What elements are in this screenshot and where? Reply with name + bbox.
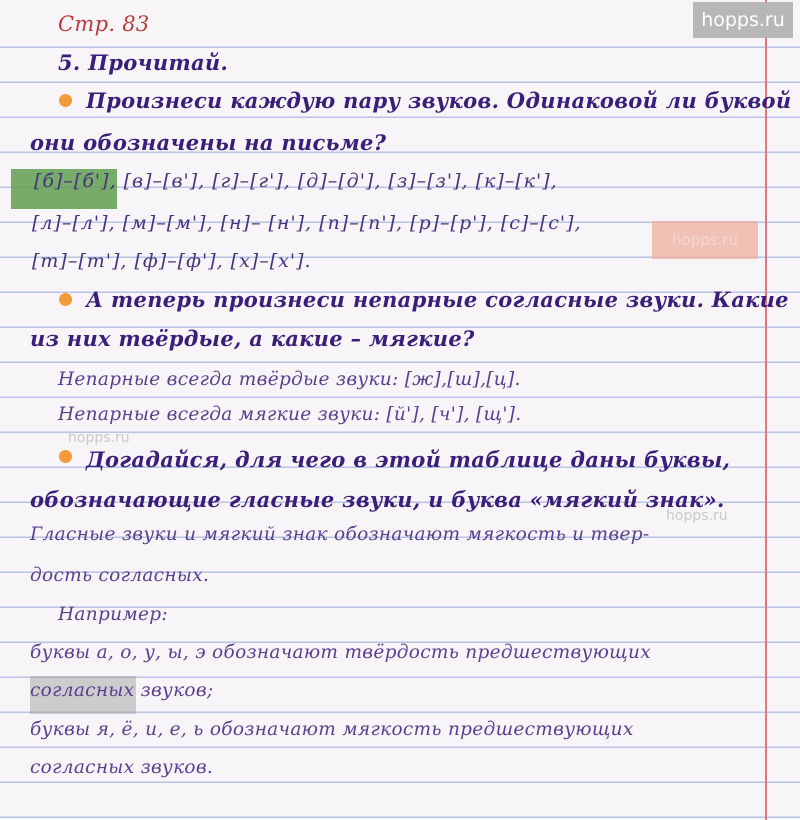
answer-2-line-1: Непарные всегда твёрдые звуки: [ж],[ш],[ц]. <box>58 369 521 390</box>
watermark-faint: hopps.ru <box>666 508 728 524</box>
answer-3-line-4: буквы а, о, у, ы, э обозначают твёрдость предшествующих <box>30 642 651 663</box>
bullet-icon <box>59 94 72 107</box>
answer-3-line-3: Например: <box>58 604 168 625</box>
task-title: 5. Прочитай. <box>58 50 229 75</box>
notebook-margin-line <box>765 0 767 820</box>
question-3-line-1: Догадайся, для чего в этой таблице даны буквы, <box>86 447 731 472</box>
question-1-line-1: Произнеси каждую пару звуков. Одинаковой ли буквой <box>86 88 792 113</box>
answer-3-line-2: дость согласных. <box>30 565 210 586</box>
answer-3-line-1: Гласные звуки и мягкий знак обозначают мягкость и твер- <box>30 524 650 545</box>
question-1-line-2: они обозначены на письме? <box>30 130 387 155</box>
question-3-line-2: обозначающие гласные звуки, и буква «мягкий знак». <box>30 487 725 512</box>
watermark-box-pink: hopps.ru <box>652 221 758 259</box>
answer-3-line-7: согласных звуков. <box>30 757 214 778</box>
question-2-line-2: из них твёрдые, а какие – мягкие? <box>30 326 475 351</box>
answer-3-line-5: согласных звуков; <box>30 680 214 701</box>
sounds-line-2: [л]–[л'], [м]–[м'], [н]– [н'], [п]–[п'], [р]–[р'], [с]–[с'], <box>32 212 582 234</box>
answer-3-line-6: буквы я, ё, и, е, ь обозначают мягкость предшествующих <box>30 719 634 740</box>
bullet-icon <box>59 293 72 306</box>
page-label: Стр. 83 <box>58 12 150 36</box>
sounds-line-3: [т]–[т'], [ф]–[ф'], [х]–[х']. <box>32 250 312 272</box>
bullet-icon <box>59 450 72 463</box>
question-2-line-1: А теперь произнеси непарные согласные звуки. Какие <box>86 287 789 312</box>
answer-2-line-2: Непарные всегда мягкие звуки: [й'], [ч'], [щ']. <box>58 404 522 425</box>
watermark-faint: hopps.ru <box>68 430 130 446</box>
watermark-badge: hopps.ru <box>693 2 793 38</box>
sounds-line-1: [б]–[б'], [в]–[в'], [г]–[г'], [д]–[д'], [з]–[з'], [к]–[к'], <box>34 170 558 192</box>
